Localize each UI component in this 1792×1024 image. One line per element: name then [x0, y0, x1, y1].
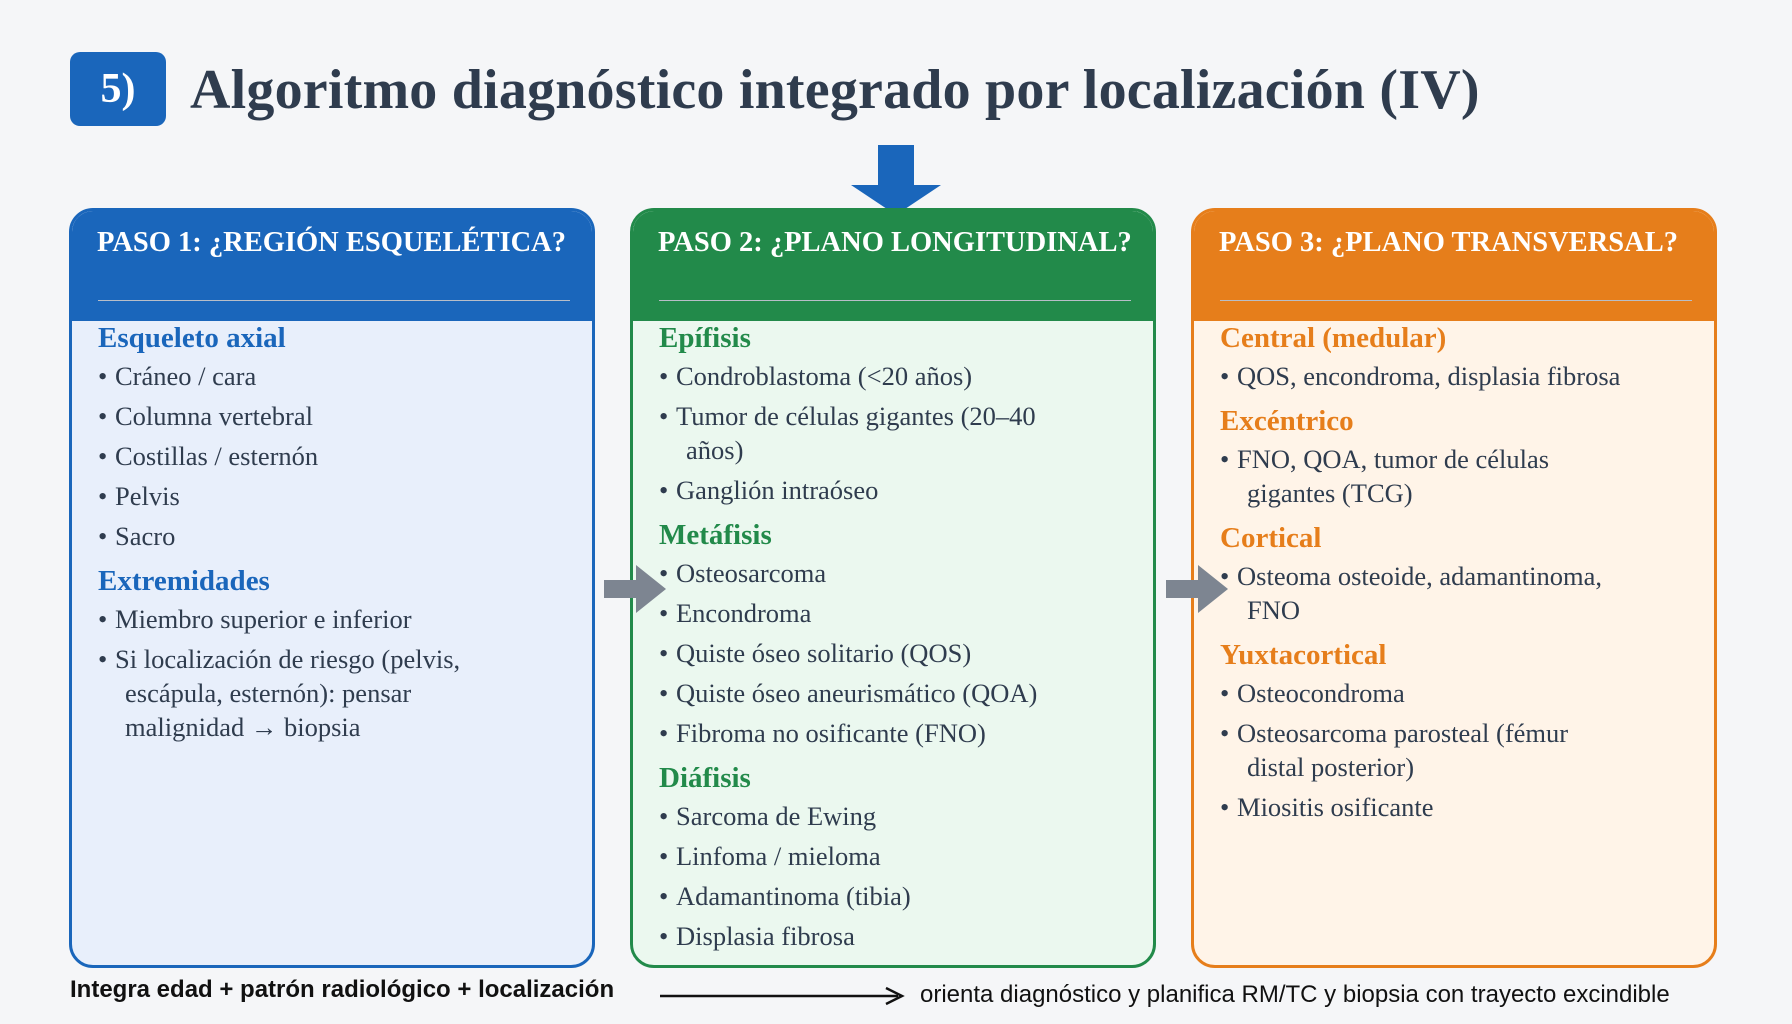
- list-item: [98, 642, 570, 744]
- section-heading: Extremidades: [98, 565, 270, 597]
- long-arrow-icon: [660, 986, 910, 1006]
- list-item: [659, 636, 1131, 670]
- list-item-text: años): [686, 435, 744, 465]
- section-list: [1220, 359, 1692, 393]
- list-item-text: escápula, esternón): pensar: [125, 678, 412, 708]
- list-item-text: Osteoma osteoide, adamantinoma,: [1237, 561, 1603, 591]
- list-item-text: Linfoma / mieloma: [676, 841, 881, 871]
- list-item: [659, 919, 1131, 953]
- divider: [98, 300, 570, 301]
- list-item-text: Cráneo / cara: [115, 361, 257, 391]
- list-item: [98, 602, 570, 636]
- list-item: [98, 359, 570, 393]
- section-list: [98, 602, 570, 744]
- list-item: [659, 879, 1131, 913]
- footer-summary: Integra edad + patrón radiológico + localización: [70, 976, 615, 1003]
- list-item: [659, 676, 1131, 710]
- section-heading: Cortical: [1220, 522, 1322, 554]
- list-item-text: Ganglión intraóseo: [676, 475, 879, 505]
- list-item-text: Sarcoma de Ewing: [676, 801, 877, 831]
- section-heading: Central (medular): [1220, 322, 1447, 354]
- list-item-text: Osteocondroma: [1237, 678, 1405, 708]
- section-list: [659, 359, 1131, 507]
- list-item-text: Adamantinoma (tibia): [676, 881, 911, 911]
- card-title: PASO 3: ¿PLANO TRANSVERSAL?: [1194, 211, 1714, 321]
- list-item-text: Costillas / esternón: [115, 441, 319, 471]
- card-body: [1194, 321, 1714, 968]
- section-heading: Epífisis: [659, 322, 751, 354]
- section-heading: Yuxtacortical: [1220, 639, 1387, 671]
- list-item-text: FNO, QOA, tumor de células: [1237, 444, 1550, 474]
- list-item-text: Fibroma no osificante (FNO): [676, 718, 986, 748]
- list-item-text: Columna vertebral: [115, 401, 313, 431]
- list-item: [1220, 442, 1692, 510]
- list-item-text: Quiste óseo aneurismático (QOA): [676, 678, 1038, 708]
- list-item: [659, 839, 1131, 873]
- section-heading: Diáfisis: [659, 762, 751, 794]
- card-body: [633, 321, 1153, 968]
- down-arrow-icon: [851, 145, 941, 215]
- divider: [1220, 300, 1692, 301]
- list-item-text: Si localización de riesgo (pelvis,: [115, 644, 461, 674]
- list-item: [1220, 716, 1692, 784]
- right-arrow-icon: [604, 565, 666, 613]
- page-title: Algoritmo diagnóstico integrado por localización (IV): [190, 59, 1480, 121]
- list-item: [659, 556, 1131, 590]
- list-item-text: distal posterior): [1247, 752, 1415, 782]
- list-item-text: malignidad → biopsia: [125, 712, 361, 742]
- section-list: [659, 799, 1131, 953]
- list-item: [659, 399, 1131, 467]
- section-heading: Metáfisis: [659, 519, 772, 551]
- card-step-2: [630, 208, 1156, 968]
- list-item-text: Osteosarcoma: [676, 558, 827, 588]
- card-title: PASO 1: ¿REGIÓN ESQUELÉTICA?: [72, 211, 592, 321]
- list-item-text: Miembro superior e inferior: [115, 604, 412, 634]
- right-arrow-icon: [1166, 565, 1228, 613]
- list-item-text: Tumor de células gigantes (20–40: [676, 401, 1036, 431]
- section-list: [659, 556, 1131, 750]
- list-item: [1220, 790, 1692, 824]
- list-item: [1220, 559, 1692, 627]
- list-item: [659, 716, 1131, 750]
- list-item-text: QOS, encondroma, displasia fibrosa: [1237, 361, 1621, 391]
- card-title: PASO 2: ¿PLANO LONGITUDINAL?: [633, 211, 1153, 321]
- section-list: [1220, 676, 1692, 824]
- list-item-text: FNO: [1247, 595, 1301, 625]
- card-step-3: [1191, 208, 1717, 968]
- list-item-text: Osteosarcoma parosteal (fémur: [1237, 718, 1569, 748]
- list-item-text: gigantes (TCG): [1247, 478, 1413, 508]
- list-item: [1220, 676, 1692, 710]
- card-body: [72, 321, 592, 968]
- list-item-text: Pelvis: [115, 481, 180, 511]
- divider: [659, 300, 1131, 301]
- list-item-text: Sacro: [115, 521, 176, 551]
- list-item: [98, 439, 570, 473]
- list-item-text: Condroblastoma (<20 años): [676, 361, 973, 391]
- section-heading: Excéntrico: [1220, 405, 1354, 437]
- list-item: [98, 479, 570, 513]
- list-item-text: Encondroma: [676, 598, 812, 628]
- list-item: [659, 799, 1131, 833]
- list-item: [659, 359, 1131, 393]
- list-item: [1220, 359, 1692, 393]
- list-item: [98, 519, 570, 553]
- step-badge: 5): [70, 52, 166, 126]
- list-item: [659, 596, 1131, 630]
- section-list: [1220, 442, 1692, 510]
- list-item: [659, 473, 1131, 507]
- section-list: [98, 359, 570, 553]
- list-item-text: Miositis osificante: [1237, 792, 1434, 822]
- section-heading: Esqueleto axial: [98, 322, 286, 354]
- footer-outcome: orienta diagnóstico y planifica RM/TC y biopsia con trayecto excindible: [920, 981, 1670, 1008]
- card-step-1: [69, 208, 595, 968]
- list-item-text: Quiste óseo solitario (QOS): [676, 638, 972, 668]
- list-item: [98, 399, 570, 433]
- list-item-text: Displasia fibrosa: [676, 921, 855, 951]
- section-list: [1220, 559, 1692, 627]
